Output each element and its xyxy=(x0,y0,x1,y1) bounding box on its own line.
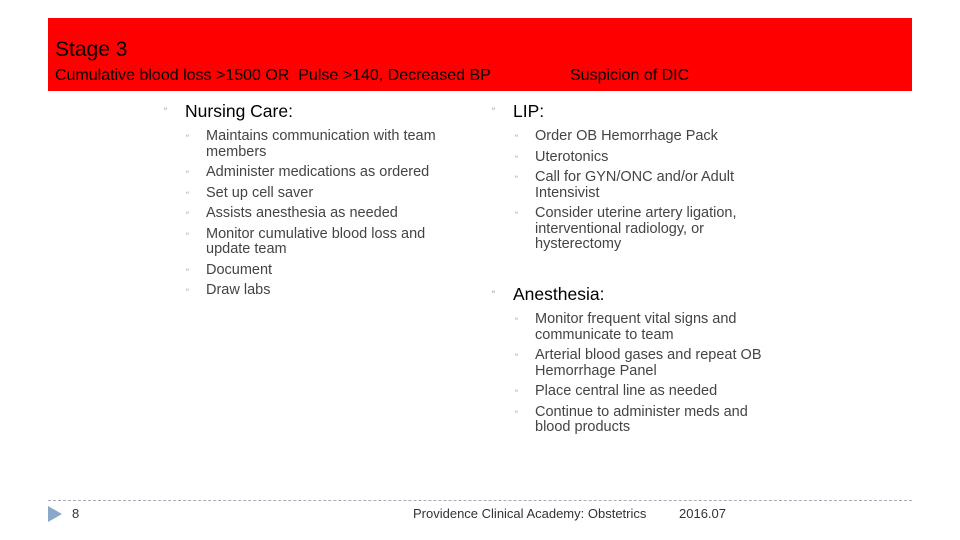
list-item xyxy=(515,169,773,201)
list-item xyxy=(186,261,470,279)
nursing-heading: “ Nursing Care: xyxy=(164,101,293,121)
list-item xyxy=(515,128,773,145)
list-item xyxy=(515,383,778,400)
footer-date: 2016.07 xyxy=(679,506,726,521)
bullet-icon: “ xyxy=(186,287,189,297)
bullet-icon: “ xyxy=(515,388,518,398)
bullet-icon: “ xyxy=(515,316,518,326)
bullet-icon: “ xyxy=(515,210,518,220)
bullet-icon: “ xyxy=(186,169,189,179)
bullet-icon: “ xyxy=(186,230,189,241)
lip-list xyxy=(515,128,773,253)
list-item-text: Continue to administer meds and blood products xyxy=(535,403,748,435)
list-item xyxy=(186,184,470,202)
slide-subtitle-dic: Suspicion of DIC xyxy=(570,67,690,84)
bullet-icon: “ xyxy=(186,133,189,143)
bullet-icon: “ xyxy=(186,210,189,220)
bullet-icon: “ xyxy=(492,289,495,299)
triangle-icon xyxy=(48,506,62,522)
list-item-text: Monitor frequent vital signs and communicate to team xyxy=(535,311,737,343)
list-item xyxy=(186,164,470,181)
bullet-icon: “ xyxy=(515,174,518,184)
list-item-text: Set up cell saver xyxy=(206,184,314,201)
list-item xyxy=(186,128,470,160)
footer-text: Providence Clinical Academy: Obstetrics xyxy=(413,506,647,521)
list-item xyxy=(515,311,778,343)
list-item-text: Monitor cumulative blood loss and update team xyxy=(206,225,426,257)
list-item xyxy=(186,205,470,222)
slide-title: Stage 3 xyxy=(55,38,128,61)
slide-subtitle: Cumulative blood loss >1500 OR Pulse >140, Decreased BP xyxy=(55,67,491,84)
page-number: 8 xyxy=(72,506,80,521)
bullet-icon: “ xyxy=(515,133,518,143)
lip-section xyxy=(492,101,773,258)
title-banner xyxy=(48,18,912,91)
lip-heading: “ LIP: xyxy=(492,101,545,121)
list-item-text: Order OB Hemorrhage Pack xyxy=(535,128,718,144)
nursing-list xyxy=(186,128,470,299)
list-item-text: Assists anesthesia as needed xyxy=(206,205,398,221)
anesthesia-heading: “ Anesthesia: xyxy=(492,284,605,304)
list-item xyxy=(186,282,470,299)
anesthesia-list xyxy=(515,311,778,436)
list-item-text: Draw labs xyxy=(206,282,271,298)
list-item-text: Document xyxy=(206,261,273,278)
list-item-text: Uterotonics xyxy=(535,148,609,165)
nursing-section xyxy=(164,101,470,304)
footer-divider xyxy=(48,500,912,501)
list-item-text: Consider uterine artery ligation, interventional radiology, or hysterectomy xyxy=(535,205,737,252)
bullet-icon: “ xyxy=(186,189,189,200)
list-item xyxy=(515,148,773,166)
list-item-text: Place central line as needed xyxy=(535,383,718,399)
list-item-text: Arterial blood gases and repeat OB Hemorrhage Panel xyxy=(535,347,762,379)
bullet-icon: “ xyxy=(515,408,518,419)
bullet-icon: “ xyxy=(186,266,189,277)
list-item xyxy=(515,403,778,436)
list-item xyxy=(186,225,470,258)
bullet-icon: “ xyxy=(515,153,518,164)
list-item-text: Administer medications as ordered xyxy=(206,164,430,180)
list-item xyxy=(515,205,773,253)
list-item-text: Maintains communication with team members xyxy=(206,128,436,160)
bullet-icon: “ xyxy=(164,106,167,116)
bullet-icon: “ xyxy=(515,352,518,362)
list-item-text: Call for GYN/ONC and/or Adult Intensivist xyxy=(535,169,735,201)
bullet-icon: “ xyxy=(492,106,495,116)
anesthesia-section xyxy=(492,284,778,441)
list-item xyxy=(515,347,778,379)
